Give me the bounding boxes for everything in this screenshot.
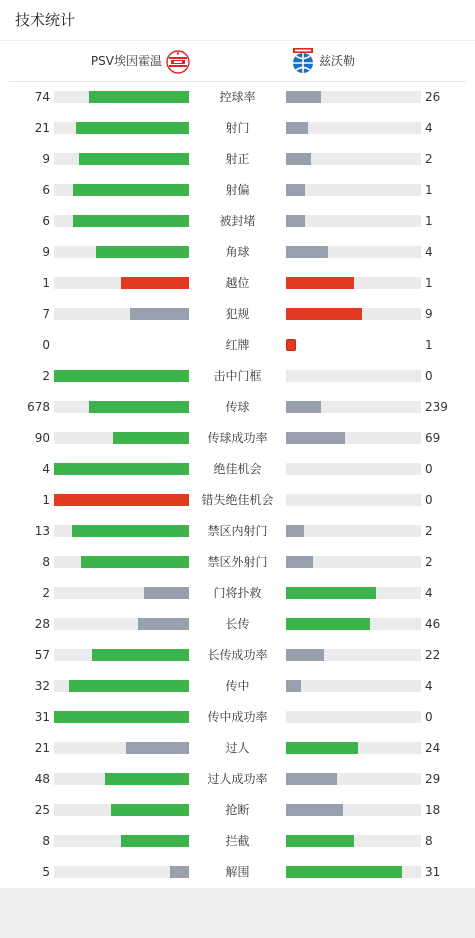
red-card-icon bbox=[286, 339, 296, 351]
home-stat-value: 48 bbox=[34, 772, 50, 786]
home-stat-value: 25 bbox=[34, 803, 50, 817]
stat-label: 击中门框 bbox=[213, 369, 262, 383]
home-stat-bar-fill bbox=[89, 401, 189, 413]
home-stat-bar bbox=[54, 525, 189, 537]
away-stat-value: 0 bbox=[425, 369, 433, 383]
away-stat-value: 239 bbox=[425, 400, 448, 414]
away-stat-bar bbox=[286, 556, 421, 568]
stat-label: 射正 bbox=[225, 152, 250, 166]
away-stat-value: 1 bbox=[425, 338, 433, 352]
stat-row bbox=[0, 298, 475, 329]
home-stat-value: 74 bbox=[34, 90, 50, 104]
stat-label: 射门 bbox=[225, 121, 250, 135]
away-stat-bar-fill bbox=[286, 587, 376, 599]
away-stat-bar bbox=[286, 866, 421, 878]
away-stat-bar-fill bbox=[286, 866, 402, 878]
away-stat-value: 0 bbox=[425, 493, 433, 507]
home-stat-bar-fill bbox=[81, 556, 189, 568]
home-stat-bar bbox=[54, 618, 189, 630]
home-stat-value: 21 bbox=[34, 121, 50, 135]
stat-row bbox=[0, 267, 475, 298]
away-stat-bar-fill bbox=[286, 773, 337, 785]
stat-label: 传球成功率 bbox=[207, 431, 268, 445]
home-stat-bar bbox=[54, 122, 189, 134]
away-stat-bar bbox=[286, 246, 421, 258]
home-stat-bar bbox=[54, 401, 189, 413]
home-stat-bar-fill bbox=[130, 308, 189, 320]
home-team-name: PSV埃因霍温 bbox=[90, 54, 162, 68]
home-stat-bar bbox=[54, 432, 189, 444]
away-stat-value: 1 bbox=[425, 183, 433, 197]
away-stat-value: 4 bbox=[425, 679, 433, 693]
home-stat-bar bbox=[54, 463, 189, 475]
home-stat-value: 8 bbox=[42, 555, 50, 569]
away-stat-bar-fill bbox=[286, 91, 321, 103]
away-stat-value: 29 bbox=[425, 772, 441, 786]
away-stat-bar bbox=[286, 525, 421, 537]
away-stat-value: 2 bbox=[425, 524, 433, 538]
stat-row bbox=[0, 825, 475, 856]
away-stat-bar-fill bbox=[286, 277, 354, 289]
away-stat-bar bbox=[286, 835, 421, 847]
home-stat-value: 1 bbox=[42, 276, 50, 290]
away-stat-bar-fill bbox=[286, 432, 345, 444]
away-stat-value: 1 bbox=[425, 214, 433, 228]
home-stat-bar bbox=[54, 835, 189, 847]
home-stat-bar-fill bbox=[144, 587, 189, 599]
home-stat-bar bbox=[54, 494, 189, 506]
away-stat-bar-fill bbox=[286, 556, 313, 568]
stat-row bbox=[0, 453, 475, 484]
stat-label: 过人成功率 bbox=[207, 772, 268, 786]
home-stat-bar bbox=[54, 742, 189, 754]
stat-row bbox=[0, 236, 475, 267]
away-stat-bar bbox=[286, 587, 421, 599]
psv-logo-icon bbox=[166, 50, 190, 74]
home-stat-bar-fill bbox=[126, 742, 189, 754]
stat-row bbox=[0, 608, 475, 639]
away-stat-bar bbox=[286, 401, 421, 413]
away-stat-bar bbox=[286, 122, 421, 134]
away-stat-bar bbox=[286, 463, 421, 475]
stat-row bbox=[0, 360, 475, 391]
away-stat-value: 69 bbox=[425, 431, 441, 445]
home-stat-bar-fill bbox=[121, 277, 189, 289]
home-stat-bar bbox=[54, 556, 189, 568]
home-stat-bar-fill bbox=[54, 494, 189, 506]
stat-label: 红牌 bbox=[225, 338, 250, 352]
home-stat-value: 5 bbox=[42, 865, 50, 879]
home-stat-value: 9 bbox=[42, 152, 50, 166]
home-stat-bar-fill bbox=[54, 711, 189, 723]
stat-label: 拦截 bbox=[225, 834, 250, 848]
stat-label: 被封堵 bbox=[219, 214, 256, 228]
home-stat-bar-fill bbox=[138, 618, 189, 630]
stat-row bbox=[0, 81, 475, 112]
home-stat-bar-fill bbox=[96, 246, 189, 258]
stat-label: 控球率 bbox=[219, 90, 256, 104]
home-stat-bar bbox=[54, 277, 189, 289]
away-stat-bar bbox=[286, 804, 421, 816]
stat-label: 解围 bbox=[225, 865, 250, 879]
stat-row bbox=[0, 577, 475, 608]
away-stat-bar bbox=[286, 153, 421, 165]
teams-header bbox=[0, 41, 475, 81]
home-stat-value: 4 bbox=[42, 462, 50, 476]
stat-label: 过人 bbox=[225, 741, 250, 755]
home-stat-bar bbox=[54, 91, 189, 103]
stat-label: 犯规 bbox=[225, 307, 250, 321]
away-stat-bar bbox=[286, 370, 421, 382]
stat-row bbox=[0, 763, 475, 794]
home-stat-value: 678 bbox=[27, 400, 50, 414]
stat-row bbox=[0, 639, 475, 670]
away-stat-bar-fill bbox=[286, 835, 354, 847]
home-stat-value: 6 bbox=[42, 183, 50, 197]
stat-label: 越位 bbox=[225, 276, 250, 290]
stat-label: 禁区内射门 bbox=[207, 524, 268, 538]
away-stat-bar-fill bbox=[286, 246, 328, 258]
away-stat-value: 18 bbox=[425, 803, 441, 817]
home-stat-bar bbox=[54, 680, 189, 692]
stat-row bbox=[0, 484, 475, 515]
away-stat-bar bbox=[286, 277, 421, 289]
away-stat-value: 4 bbox=[425, 586, 433, 600]
away-stat-bar bbox=[286, 711, 421, 723]
stat-label: 传中成功率 bbox=[207, 710, 268, 724]
stat-row bbox=[0, 546, 475, 577]
away-stat-value: 1 bbox=[425, 276, 433, 290]
home-stat-bar-fill bbox=[69, 680, 189, 692]
home-stat-value: 28 bbox=[34, 617, 50, 631]
home-stat-value: 31 bbox=[34, 710, 50, 724]
home-stat-bar bbox=[54, 215, 189, 227]
home-stat-bar-fill bbox=[121, 835, 189, 847]
stat-row bbox=[0, 515, 475, 546]
home-stat-bar bbox=[54, 246, 189, 258]
away-stat-bar bbox=[286, 215, 421, 227]
away-stat-bar bbox=[286, 308, 421, 320]
stat-row bbox=[0, 670, 475, 701]
away-stat-bar bbox=[286, 184, 421, 196]
home-stat-bar-fill bbox=[73, 184, 189, 196]
away-stat-value: 0 bbox=[425, 710, 433, 724]
home-stat-bar-fill bbox=[92, 649, 189, 661]
stat-label: 抢断 bbox=[225, 803, 250, 817]
stat-row bbox=[0, 732, 475, 763]
away-stat-bar bbox=[286, 91, 421, 103]
home-stat-bar-fill bbox=[79, 153, 189, 165]
stat-label: 门将扑救 bbox=[213, 586, 262, 600]
away-stat-bar bbox=[286, 773, 421, 785]
stat-label: 传球 bbox=[225, 400, 250, 414]
home-stat-bar bbox=[54, 866, 189, 878]
away-stat-bar-fill bbox=[286, 525, 304, 537]
stats-list bbox=[0, 81, 475, 887]
stat-row bbox=[0, 422, 475, 453]
home-stat-bar-fill bbox=[76, 122, 189, 134]
home-stat-bar-fill bbox=[54, 370, 189, 382]
home-stat-value: 7 bbox=[42, 307, 50, 321]
stat-row bbox=[0, 391, 475, 422]
away-stat-value: 8 bbox=[425, 834, 433, 848]
away-stat-bar-fill bbox=[286, 804, 343, 816]
home-stat-value: 13 bbox=[34, 524, 50, 538]
home-stat-bar-fill bbox=[73, 215, 189, 227]
away-stat-value: 2 bbox=[425, 152, 433, 166]
away-stat-bar-fill bbox=[286, 618, 370, 630]
away-stat-bar bbox=[286, 649, 421, 661]
zwolle-logo-icon bbox=[292, 48, 314, 74]
away-stat-bar bbox=[286, 494, 421, 506]
home-stat-bar bbox=[54, 308, 189, 320]
away-stat-bar bbox=[286, 618, 421, 630]
home-stat-value: 9 bbox=[42, 245, 50, 259]
stat-row bbox=[0, 856, 475, 887]
home-stat-bar bbox=[54, 153, 189, 165]
home-stat-value: 90 bbox=[34, 431, 50, 445]
away-stat-value: 26 bbox=[425, 90, 441, 104]
away-stat-bar-fill bbox=[286, 649, 324, 661]
away-stat-bar bbox=[286, 742, 421, 754]
away-stat-value: 22 bbox=[425, 648, 441, 662]
stat-label: 角球 bbox=[225, 245, 250, 259]
away-stat-value: 46 bbox=[425, 617, 441, 631]
home-stat-value: 32 bbox=[34, 679, 50, 693]
home-stat-value: 0 bbox=[42, 338, 50, 352]
home-stat-value: 8 bbox=[42, 834, 50, 848]
away-stat-value: 2 bbox=[425, 555, 433, 569]
stat-row bbox=[0, 143, 475, 174]
home-stat-bar-fill bbox=[89, 91, 189, 103]
stat-label: 绝佳机会 bbox=[213, 462, 262, 476]
home-stat-bar bbox=[54, 370, 189, 382]
stat-row bbox=[0, 112, 475, 143]
away-stat-bar-fill bbox=[286, 742, 358, 754]
away-stat-bar-fill bbox=[286, 153, 311, 165]
away-stat-value: 4 bbox=[425, 245, 433, 259]
home-stat-value: 57 bbox=[34, 648, 50, 662]
home-stat-value: 6 bbox=[42, 214, 50, 228]
away-stat-value: 0 bbox=[425, 462, 433, 476]
away-stat-bar-fill bbox=[286, 401, 321, 413]
home-stat-value: 21 bbox=[34, 741, 50, 755]
stat-label: 长传 bbox=[225, 617, 250, 631]
home-stat-bar-fill bbox=[170, 866, 189, 878]
stat-label: 传中 bbox=[225, 679, 250, 693]
home-stat-value: 2 bbox=[42, 369, 50, 383]
away-stat-bar-fill bbox=[286, 215, 305, 227]
home-stat-value: 2 bbox=[42, 586, 50, 600]
away-stat-value: 31 bbox=[425, 865, 441, 879]
home-stat-bar bbox=[54, 773, 189, 785]
home-stat-bar-fill bbox=[54, 463, 189, 475]
stat-row bbox=[0, 329, 475, 360]
stat-label: 错失绝佳机会 bbox=[201, 493, 274, 507]
home-stat-bar bbox=[54, 649, 189, 661]
home-stat-bar bbox=[54, 184, 189, 196]
stat-row bbox=[0, 205, 475, 236]
stat-row bbox=[0, 794, 475, 825]
home-stat-bar bbox=[54, 804, 189, 816]
home-stat-value: 1 bbox=[42, 493, 50, 507]
away-stat-bar-fill bbox=[286, 122, 308, 134]
away-team-name: 兹沃勒 bbox=[319, 54, 356, 68]
home-stat-bar-fill bbox=[105, 773, 189, 785]
home-stat-bar bbox=[54, 587, 189, 599]
away-stat-bar bbox=[286, 432, 421, 444]
away-stat-value: 4 bbox=[425, 121, 433, 135]
away-stat-bar bbox=[286, 680, 421, 692]
stat-label: 长传成功率 bbox=[207, 648, 268, 662]
stat-label: 射偏 bbox=[225, 183, 250, 197]
away-stat-bar-fill bbox=[286, 680, 301, 692]
home-stat-bar-fill bbox=[72, 525, 189, 537]
stat-row bbox=[0, 174, 475, 205]
away-stat-bar-fill bbox=[286, 184, 305, 196]
stat-label: 禁区外射门 bbox=[207, 555, 268, 569]
away-stat-bar-fill bbox=[286, 308, 362, 320]
stat-row bbox=[0, 701, 475, 732]
home-stat-bar-fill bbox=[113, 432, 189, 444]
page-title: 技术统计 bbox=[15, 11, 76, 29]
home-stat-bar-fill bbox=[111, 804, 189, 816]
away-stat-value: 9 bbox=[425, 307, 433, 321]
home-stat-bar bbox=[54, 711, 189, 723]
away-stat-value: 24 bbox=[425, 741, 441, 755]
